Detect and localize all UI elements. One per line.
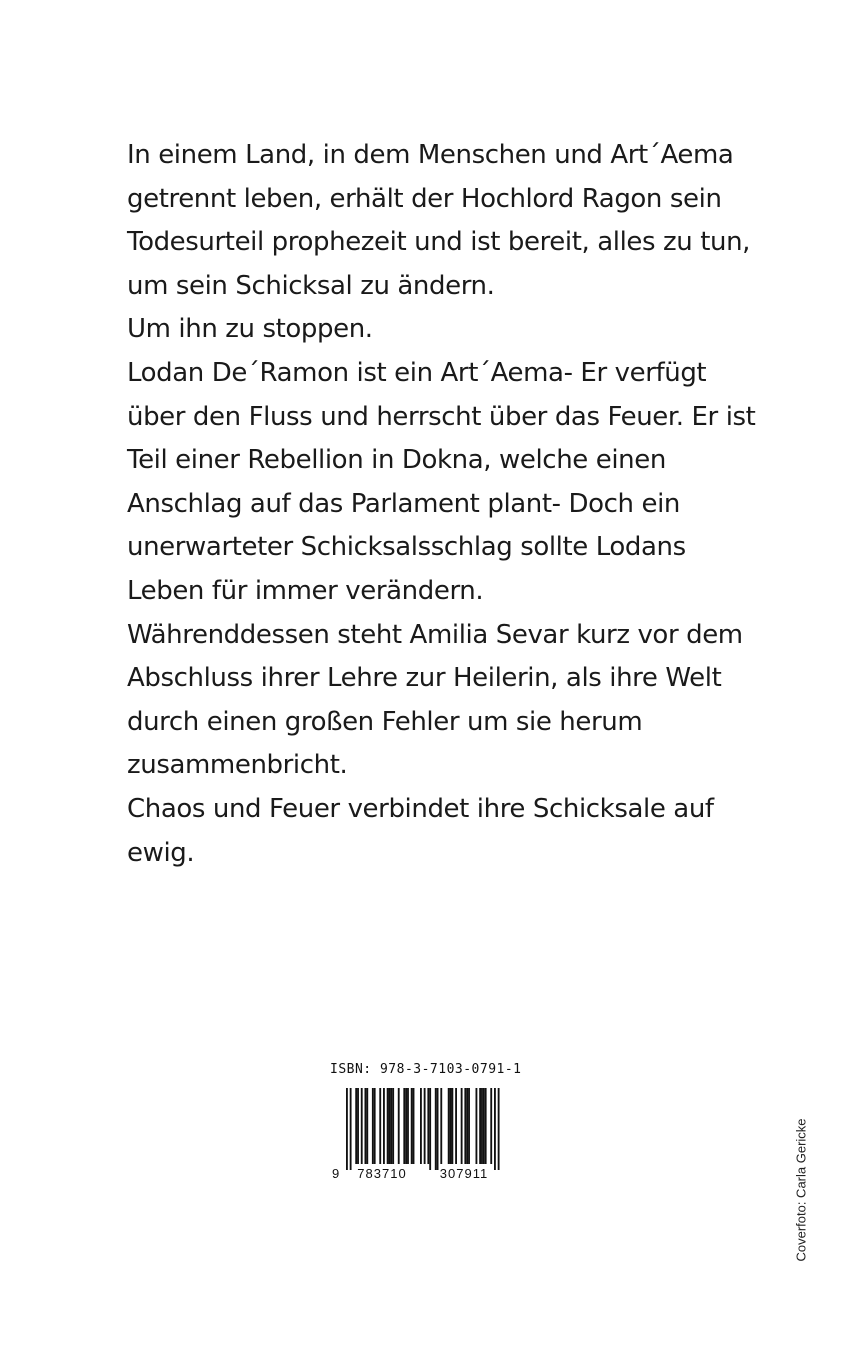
barcode-bar xyxy=(413,1088,415,1164)
barcode-bar xyxy=(455,1088,457,1164)
barcode-bar xyxy=(435,1088,437,1170)
barcode-bar xyxy=(483,1088,485,1164)
barcode-bar xyxy=(365,1088,367,1164)
barcode-bar xyxy=(440,1088,442,1164)
barcode-bar xyxy=(464,1088,466,1164)
barcode-graphic xyxy=(330,1082,530,1182)
barcode-bar xyxy=(361,1088,363,1164)
barcode-bar xyxy=(379,1088,381,1164)
back-cover-blurb xyxy=(127,134,756,875)
blurb-line: Um ihn zu stoppen. xyxy=(127,314,373,345)
blurb-line: Währenddessen steht Amilia Sevar kurz vor dem xyxy=(127,619,743,650)
blurb-line: Abschluss ihrer Lehre zur Heilerin, als ihre Welt xyxy=(127,663,722,694)
blurb-line: um sein Schicksal zu ändern. xyxy=(127,270,495,301)
isbn-barcode xyxy=(330,1062,530,1182)
barcode-bar xyxy=(481,1088,483,1164)
barcode-bar xyxy=(374,1088,376,1164)
barcode-bar xyxy=(392,1088,394,1164)
barcode-bar xyxy=(411,1088,413,1164)
barcode-bar xyxy=(403,1088,405,1164)
barcode-bar xyxy=(355,1088,357,1164)
barcode-bar xyxy=(420,1088,422,1164)
blurb-line: durch einen großen Fehler um sie herum xyxy=(127,706,643,737)
barcode-bar xyxy=(461,1088,463,1164)
blurb-line: Todesurteil prophezeit und ist bereit, alles zu tun, xyxy=(127,227,751,258)
barcode-bar xyxy=(407,1088,409,1164)
barcode-bar xyxy=(451,1088,453,1164)
blurb-line: Anschlag auf das Parlament plant- Doch ein xyxy=(127,488,680,519)
blurb-line: unerwarteter Schicksalsschlag sollte Lodans xyxy=(127,532,686,563)
barcode-bar xyxy=(424,1088,426,1164)
barcode-bar xyxy=(485,1088,487,1164)
barcode-bar xyxy=(494,1088,496,1170)
barcode-bar xyxy=(468,1088,470,1164)
blurb-line: Teil einer Rebellion in Dokna, welche einen xyxy=(127,445,666,476)
barcode-bar xyxy=(405,1088,407,1164)
isbn-label: ISBN: 978-3-7103-0791-1 xyxy=(330,1062,522,1077)
credit-text: Coverfoto: Carla Gericke xyxy=(793,1118,809,1262)
barcode-bar xyxy=(476,1088,478,1164)
barcode-bar xyxy=(448,1088,450,1164)
barcode-bar xyxy=(398,1088,400,1164)
barcode-bar xyxy=(427,1088,429,1164)
barcode-digit-first: 9 xyxy=(332,1166,340,1181)
barcode-bars xyxy=(346,1088,500,1170)
barcode-bar xyxy=(390,1088,392,1164)
barcode-digits-left: 783710 xyxy=(357,1166,407,1181)
barcode-bar xyxy=(372,1088,374,1164)
blurb-line: ewig. xyxy=(127,837,195,868)
barcode-bar xyxy=(479,1088,481,1164)
barcode-bar xyxy=(366,1088,368,1164)
barcode-bar xyxy=(389,1088,391,1164)
barcode-bar xyxy=(498,1088,500,1170)
barcode-bar xyxy=(350,1088,352,1170)
blurb-line: getrennt leben, erhält der Hochlord Ragon sein xyxy=(127,183,722,214)
blurb-line: Chaos und Feuer verbindet ihre Schicksale auf xyxy=(127,793,714,824)
blurb-line: über den Fluss und herrscht über das Feuer. Er ist xyxy=(127,401,756,432)
barcode-bar xyxy=(357,1088,359,1164)
barcode-bar xyxy=(466,1088,468,1164)
blurb-line: In einem Land, in dem Menschen und Art´Aema xyxy=(127,140,734,170)
barcode-bar xyxy=(429,1088,431,1170)
barcode-bar xyxy=(387,1088,389,1164)
blurb-line: zusammenbricht. xyxy=(127,750,348,781)
barcode-bar xyxy=(383,1088,385,1164)
barcode-bar xyxy=(450,1088,452,1164)
barcode-bar xyxy=(437,1088,439,1170)
barcode-bar xyxy=(490,1088,492,1164)
barcode-digits-right: 307911 xyxy=(439,1166,489,1181)
barcode-bar xyxy=(346,1088,348,1170)
blurb-line: Leben für immer verändern. xyxy=(127,575,484,606)
blurb-line: Lodan De´Ramon ist ein Art´Aema- Er verfügt xyxy=(127,357,707,388)
cover-photo-credit xyxy=(794,1110,808,1270)
